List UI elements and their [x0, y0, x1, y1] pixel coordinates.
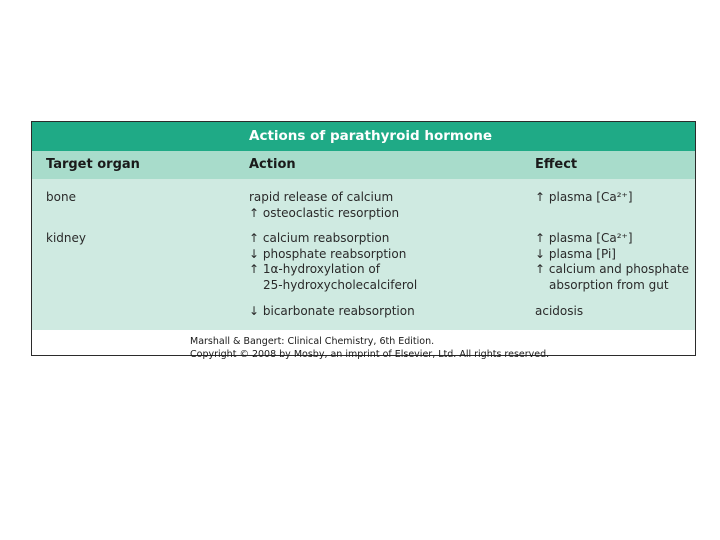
- row-kidney-actions: [249, 231, 417, 293]
- row-bone-effects: [535, 190, 633, 206]
- row-bone-actions: [249, 190, 399, 221]
- action-line: ↓ phosphate reabsorption: [249, 246, 407, 261]
- header-effect: Effect: [535, 157, 578, 172]
- credit-line-1: Marshall & Bangert: Clinical Chemistry, 6th Edition.: [190, 336, 435, 347]
- action-line: ↑ calcium reabsorption: [249, 231, 390, 245]
- effect-line: ↑ calcium and phosphate: [535, 262, 690, 276]
- effect-line: ↑ plasma [Ca²⁺]: [535, 190, 633, 204]
- action-line: ↑ 1α-hydroxylation of: [249, 262, 380, 276]
- table-header-row: [32, 151, 695, 179]
- effect-line: ↑ plasma [Ca²⁺]: [535, 231, 633, 245]
- row-kidney-effects: [535, 231, 689, 293]
- table-title: Actions of parathyroid hormone: [249, 128, 492, 144]
- header-target-organ: Target organ: [46, 157, 140, 172]
- row-bicarbonate-effects: [535, 304, 583, 320]
- action-line: rapid release of calcium: [249, 190, 394, 204]
- header-action: Action: [249, 157, 296, 172]
- copyright-credit: [190, 335, 549, 361]
- table-title-bar: [32, 122, 695, 151]
- action-line: ↓ bicarbonate reabsorption: [249, 304, 415, 318]
- action-line: ↑ osteoclastic resorption: [249, 205, 400, 220]
- effect-line: acidosis: [535, 304, 584, 318]
- credit-line-2: Copyright © 2008 by Mosby, an imprint of Elsevier, Ltd. All rights reserved.: [190, 349, 550, 360]
- row-kidney-target: kidney: [46, 231, 86, 245]
- pth-actions-table: [31, 121, 696, 360]
- effect-line: absorption from gut: [549, 277, 669, 292]
- action-line: 25-hydroxycholecalciferol: [263, 277, 418, 292]
- effect-line: ↓ plasma [Pi]: [535, 246, 616, 261]
- row-bone-target: bone: [46, 190, 76, 204]
- row-bicarbonate-actions: [249, 304, 415, 320]
- table-body: [32, 179, 695, 330]
